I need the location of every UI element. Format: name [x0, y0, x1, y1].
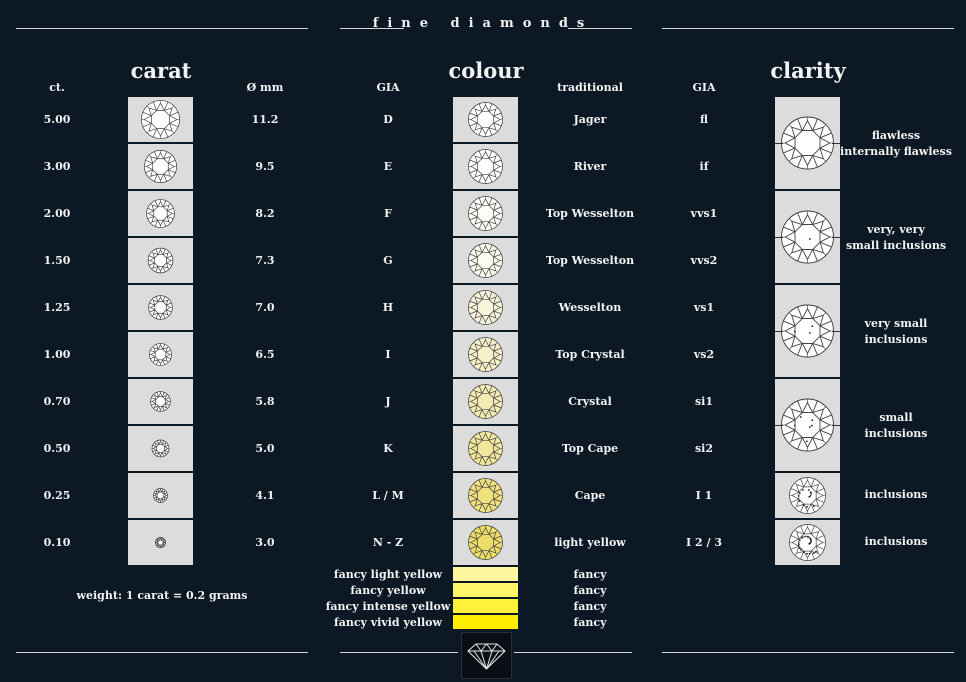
colour-gem-tile — [453, 97, 518, 142]
round-brilliant-diamond-icon — [128, 473, 193, 518]
traditional-colour-name: River — [573, 160, 607, 173]
round-brilliant-diamond-icon — [775, 379, 840, 471]
clarity-tick-right — [832, 143, 840, 144]
diamond-profile-icon — [461, 632, 512, 679]
fancy-traditional-name: fancy — [573, 568, 607, 581]
clarity-description-line1: very small — [864, 317, 928, 330]
colour-gem-tile — [453, 426, 518, 471]
gia-colour-grade: E — [383, 160, 393, 173]
round-brilliant-diamond-icon — [128, 520, 193, 565]
clarity-grade: vvs2 — [690, 254, 718, 267]
round-brilliant-diamond-icon — [453, 379, 518, 424]
gia-colour-grade: N - Z — [372, 536, 404, 549]
clarity-grade: si1 — [694, 395, 714, 408]
clarity-grade: si2 — [694, 442, 714, 455]
colour-gem-tile — [453, 144, 518, 189]
clarity-description-line1: flawless — [871, 129, 921, 142]
gia-colour-grade: D — [383, 113, 393, 126]
round-brilliant-diamond-icon — [128, 144, 193, 189]
clarity-tick-left — [775, 425, 783, 426]
round-brilliant-diamond-icon — [453, 332, 518, 377]
carat-gem-tile — [128, 426, 193, 471]
weight-note: weight: 1 carat = 0.2 grams — [76, 589, 248, 602]
clarity-tick-right — [832, 331, 840, 332]
carat-value: 5.00 — [43, 113, 71, 126]
clarity-description-line2: small inclusions — [845, 239, 947, 252]
round-brilliant-diamond-icon — [775, 191, 840, 283]
fancy-colour-swatch — [453, 567, 518, 581]
diameter-value: 5.8 — [255, 395, 275, 408]
clarity-gem-tile — [775, 285, 840, 377]
colour-gem-tile — [453, 520, 518, 565]
carat-value: 0.70 — [43, 395, 71, 408]
carat-gem-tile — [128, 285, 193, 330]
bottom-rule-mid-left — [340, 652, 458, 653]
carat-value: 0.50 — [43, 442, 71, 455]
traditional-colour-name: Top Wesselton — [545, 207, 635, 220]
fancy-colour-label: fancy light yellow — [333, 568, 443, 581]
clarity-tick-right — [832, 425, 840, 426]
traditional-colour-name: Jager — [573, 113, 607, 126]
header-traditional: traditional — [557, 81, 623, 94]
fancy-colour-label: fancy intense yellow — [325, 600, 451, 613]
gia-colour-grade: F — [384, 207, 392, 220]
round-brilliant-diamond-icon — [128, 191, 193, 236]
traditional-colour-name: Cape — [574, 489, 606, 502]
carat-value: 0.10 — [43, 536, 71, 549]
colour-gem-tile — [453, 191, 518, 236]
diameter-value: 8.2 — [255, 207, 275, 220]
traditional-colour-name: Top Wesselton — [545, 254, 635, 267]
clarity-grade: if — [699, 160, 709, 173]
clarity-grade: fl — [700, 113, 708, 126]
clarity-tick-right — [832, 237, 840, 238]
diameter-value: 7.0 — [255, 301, 275, 314]
round-brilliant-diamond-icon — [453, 520, 518, 565]
clarity-gem-tile — [775, 520, 840, 565]
gia-colour-grade: K — [383, 442, 393, 455]
header-ct: ct. — [49, 81, 65, 94]
round-brilliant-diamond-icon — [453, 473, 518, 518]
fancy-colour-swatch — [453, 615, 518, 629]
carat-value: 1.25 — [43, 301, 71, 314]
clarity-tick-left — [775, 143, 783, 144]
round-brilliant-diamond-icon — [128, 426, 193, 471]
clarity-gem-tile — [775, 97, 840, 189]
carat-gem-tile — [128, 191, 193, 236]
clarity-title: clarity — [770, 58, 846, 83]
fancy-traditional-name: fancy — [573, 600, 607, 613]
round-brilliant-diamond-icon — [453, 426, 518, 471]
clarity-grade: I 2 / 3 — [686, 536, 722, 549]
traditional-colour-name: Crystal — [568, 395, 612, 408]
carat-gem-tile — [128, 379, 193, 424]
round-brilliant-diamond-icon — [128, 379, 193, 424]
carat-value: 3.00 — [43, 160, 71, 173]
carat-gem-tile — [128, 520, 193, 565]
carat-gem-tile — [128, 473, 193, 518]
header-mm: Ø mm — [246, 81, 284, 94]
header-gia-colour: GIA — [376, 81, 400, 94]
traditional-colour-name: Top Cape — [561, 442, 619, 455]
colour-gem-tile — [453, 238, 518, 283]
fancy-colour-label: fancy vivid yellow — [334, 616, 442, 629]
bottom-rule-right — [662, 652, 954, 653]
bottom-rule-left — [16, 652, 308, 653]
clarity-grade: I 1 — [695, 489, 713, 502]
round-brilliant-diamond-icon — [453, 144, 518, 189]
gia-colour-grade: I — [385, 348, 391, 361]
carat-value: 1.00 — [43, 348, 71, 361]
clarity-description-line1: small — [879, 411, 913, 424]
clarity-tick-left — [775, 237, 783, 238]
carat-gem-tile — [128, 332, 193, 377]
diameter-value: 5.0 — [255, 442, 275, 455]
colour-title: colour — [448, 58, 524, 83]
clarity-grade: vvs1 — [690, 207, 718, 220]
clarity-tick-left — [775, 331, 783, 332]
gia-colour-grade: J — [385, 395, 391, 408]
diameter-value: 6.5 — [255, 348, 275, 361]
carat-value: 1.50 — [43, 254, 71, 267]
round-brilliant-diamond-icon — [128, 285, 193, 330]
round-brilliant-diamond-icon — [128, 97, 193, 142]
clarity-description-line2: internally flawless — [840, 145, 952, 158]
carat-title: carat — [130, 58, 192, 83]
clarity-description-line2: inclusions — [864, 333, 928, 346]
clarity-grade: vs2 — [693, 348, 715, 361]
clarity-description-line2: inclusions — [864, 427, 928, 440]
carat-gem-tile — [128, 97, 193, 142]
fancy-traditional-name: fancy — [573, 616, 607, 629]
diameter-value: 7.3 — [255, 254, 275, 267]
diameter-value: 11.2 — [251, 113, 279, 126]
round-brilliant-diamond-icon — [775, 473, 840, 518]
diameter-value: 3.0 — [255, 536, 275, 549]
colour-gem-tile — [453, 332, 518, 377]
carat-value: 2.00 — [43, 207, 71, 220]
round-brilliant-diamond-icon — [775, 97, 840, 189]
traditional-colour-name: Top Crystal — [555, 348, 625, 361]
gia-colour-grade: G — [383, 254, 393, 267]
round-brilliant-diamond-icon — [128, 238, 193, 283]
clarity-description-line1: inclusions — [864, 487, 928, 501]
fancy-traditional-name: fancy — [573, 584, 607, 597]
round-brilliant-diamond-icon — [453, 97, 518, 142]
clarity-gem-tile — [775, 191, 840, 283]
carat-gem-tile — [128, 144, 193, 189]
clarity-gem-tile — [775, 473, 840, 518]
traditional-colour-name: Wesselton — [558, 301, 622, 314]
round-brilliant-diamond-icon — [453, 238, 518, 283]
clarity-description-line1: inclusions — [864, 534, 928, 548]
diameter-value: 9.5 — [255, 160, 275, 173]
diameter-value: 4.1 — [255, 489, 275, 502]
fancy-colour-label: fancy yellow — [350, 584, 426, 597]
colour-gem-tile — [453, 285, 518, 330]
round-brilliant-diamond-icon — [453, 191, 518, 236]
gia-colour-grade: H — [382, 301, 394, 314]
colour-gem-tile — [453, 379, 518, 424]
clarity-gem-tile — [775, 379, 840, 471]
colour-gem-tile — [453, 473, 518, 518]
round-brilliant-diamond-icon — [775, 520, 840, 565]
carat-value: 0.25 — [43, 489, 71, 502]
bottom-rule-mid-right — [514, 652, 632, 653]
carat-gem-tile — [128, 238, 193, 283]
header-gia-clarity: GIA — [692, 81, 716, 94]
traditional-colour-name: light yellow — [554, 536, 626, 549]
gia-colour-grade: L / M — [372, 489, 404, 502]
fancy-colour-swatch — [453, 583, 518, 597]
clarity-grade: vs1 — [693, 301, 715, 314]
clarity-description-line1: very, very — [867, 223, 925, 236]
fancy-colour-swatch — [453, 599, 518, 613]
round-brilliant-diamond-icon — [453, 285, 518, 330]
round-brilliant-diamond-icon — [128, 332, 193, 377]
round-brilliant-diamond-icon — [775, 285, 840, 377]
brand-title: fine diamonds — [372, 16, 594, 31]
